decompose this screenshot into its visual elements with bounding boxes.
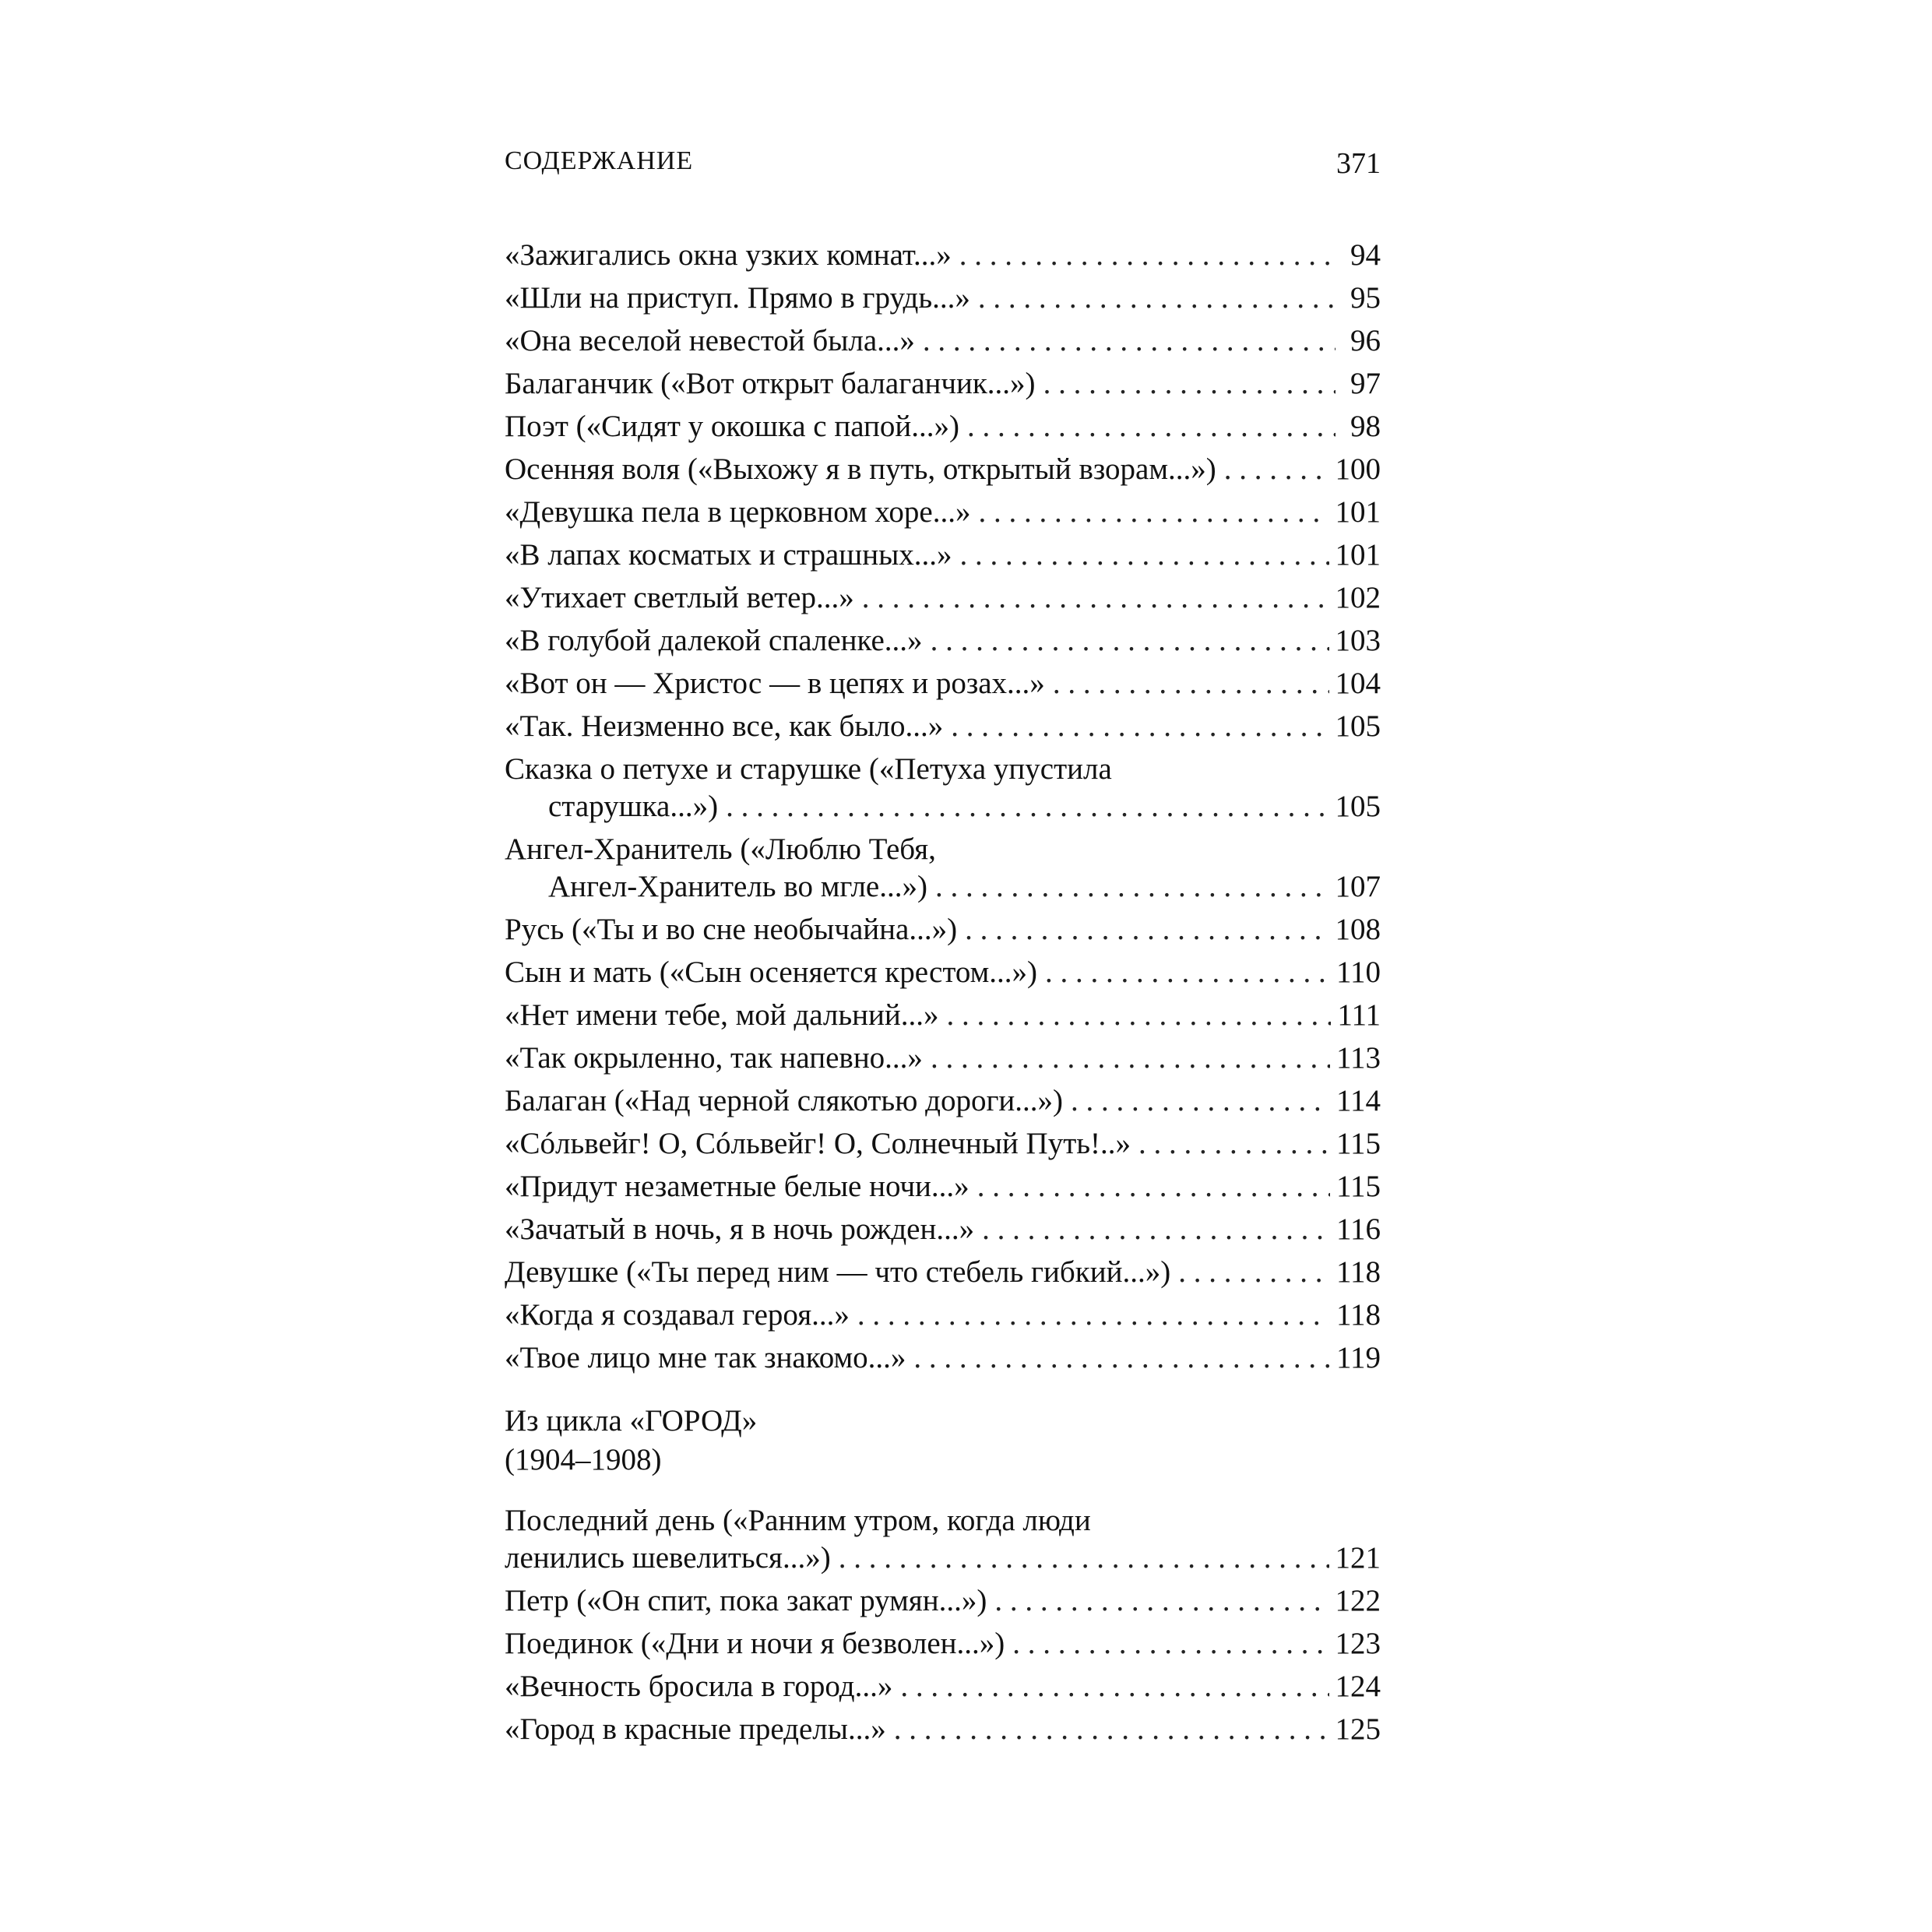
toc-entry-page: 110 (1336, 955, 1381, 989)
dot-leader (967, 405, 1336, 448)
toc-entry-title: Сын и мать («Сын осеняется крестом...») (505, 955, 1038, 989)
toc-entry[interactable] (505, 1251, 1381, 1293)
toc-entry-title: «Она веселой невестой была...» (505, 324, 915, 357)
toc-entry-page: 115 (1336, 1127, 1381, 1160)
toc-entry-title-line2: ленились шевелиться...») (505, 1541, 831, 1575)
toc-entry-page: 95 (1350, 281, 1381, 315)
toc-entry-page: 105 (1335, 709, 1381, 743)
toc-entry-title: Осенняя воля («Выхожу я в путь, открытый взорам...») (505, 452, 1216, 486)
toc-entry[interactable] (505, 705, 1381, 748)
toc-entry-page: 124 (1335, 1670, 1381, 1703)
toc-entry[interactable] (505, 319, 1381, 362)
dot-leader (839, 1536, 1329, 1579)
page-title: СОДЕРЖАНИЕ (505, 146, 694, 175)
toc-entry-page: 121 (1335, 1541, 1381, 1575)
toc-entry-title: «Когда я создавал героя...» (505, 1298, 850, 1332)
toc-entry-title: «В лапах косматых и страшных...» (505, 538, 952, 572)
toc-entry-title-line1: Ангел-Хранитель («Люблю Тебя, (505, 832, 936, 866)
dot-leader (900, 1665, 1328, 1708)
dot-leader (935, 865, 1329, 908)
toc-entry-page: 114 (1336, 1084, 1381, 1117)
toc-entry[interactable] (505, 1336, 1381, 1379)
section-title: Из цикла «ГОРОД» (505, 1404, 758, 1438)
dot-leader (1178, 1251, 1330, 1293)
toc-entry-page: 123 (1335, 1627, 1381, 1660)
dot-leader (1071, 1079, 1330, 1122)
dot-leader (1053, 662, 1329, 705)
toc-entry-page: 113 (1336, 1041, 1381, 1075)
toc-entry[interactable] (505, 994, 1381, 1036)
toc-entry-page: 98 (1350, 410, 1381, 443)
toc-entry[interactable] (505, 1708, 1381, 1751)
toc-entry-title: «Придут незаметные белые ночи...» (505, 1170, 970, 1203)
dot-leader (923, 319, 1336, 362)
dot-leader (894, 1708, 1329, 1751)
toc-entry-posledny[interactable] (505, 1499, 1381, 1579)
dot-leader (951, 705, 1328, 748)
toc-entry[interactable] (505, 1036, 1381, 1079)
toc-entry-title: «Твое лицо мне так знакомо...» (505, 1341, 906, 1374)
dot-leader (994, 1579, 1328, 1622)
dot-leader (978, 491, 1328, 533)
section-heading (505, 1402, 757, 1480)
toc-entry[interactable] (505, 1208, 1381, 1251)
dot-leader (982, 1208, 1330, 1251)
dot-leader (977, 1165, 1330, 1208)
toc-entry[interactable] (505, 1293, 1381, 1336)
toc-entry[interactable] (505, 908, 1381, 951)
toc-entry-page: 101 (1335, 495, 1381, 529)
toc-entry-title: «Шли на приступ. Прямо в грудь...» (505, 281, 970, 315)
dot-leader (857, 1293, 1330, 1336)
running-header (505, 146, 1381, 193)
toc-entry-title: Поэт («Сидят у окошка с папой...») (505, 410, 959, 443)
toc-entry-page: 97 (1350, 367, 1381, 400)
toc-entry-page: 102 (1335, 581, 1381, 614)
toc-entry[interactable] (505, 276, 1381, 319)
dot-leader (726, 785, 1328, 828)
toc-entry-title: «Так окрыленно, так напевно...» (505, 1041, 923, 1075)
toc-entry-title-line2: Ангел-Хранитель во мгле...») (548, 870, 927, 903)
dot-leader (1138, 1122, 1330, 1165)
dot-leader (913, 1336, 1330, 1379)
toc-entry-page: 96 (1350, 324, 1381, 357)
toc-entry[interactable] (505, 1665, 1381, 1708)
toc-entry-page: 107 (1335, 870, 1381, 903)
toc-entry-title: Девушке («Ты перед ним — что стебель гибкий...») (505, 1255, 1171, 1289)
toc-entry-page: 125 (1335, 1712, 1381, 1746)
dot-leader (1224, 448, 1329, 491)
toc-entry-title-line1: Сказка о петухе и старушке («Петуха упустила (505, 752, 1112, 786)
toc-entry[interactable] (505, 1165, 1381, 1208)
toc-list-1 (505, 234, 1381, 1379)
toc-entry[interactable] (505, 491, 1381, 533)
toc-entry-title: «Зачатый в ночь, я в ночь рожден...» (505, 1212, 975, 1246)
toc-entry-page: 118 (1336, 1255, 1381, 1289)
toc-entry-title: «Девушка пела в церковном хоре...» (505, 495, 971, 529)
dot-leader (947, 994, 1332, 1036)
toc-list-2 (505, 1499, 1381, 1751)
toc-entry-title: «Вот он — Христос — в цепях и розах...» (505, 667, 1045, 700)
toc-entry[interactable] (505, 1079, 1381, 1122)
toc-entry-page: 104 (1335, 667, 1381, 700)
toc-entry[interactable] (505, 576, 1381, 619)
toc-entry-title: Русь («Ты и во сне необычайна...») (505, 913, 958, 946)
toc-entry[interactable] (505, 662, 1381, 705)
toc-entry-title: «В голубой далекой спаленке...» (505, 624, 923, 657)
dot-leader (862, 576, 1329, 619)
toc-entry-page: 122 (1335, 1584, 1381, 1617)
dot-leader (959, 234, 1336, 276)
dot-leader (931, 1036, 1330, 1079)
dot-leader (960, 533, 1329, 576)
dot-leader (1012, 1622, 1328, 1665)
toc-entry-title: «Город в красные пределы...» (505, 1712, 886, 1746)
toc-entry[interactable] (505, 1122, 1381, 1165)
toc-entry-title: Поединок («Дни и ночи я безволен...») (505, 1627, 1005, 1660)
toc-entry[interactable] (505, 533, 1381, 576)
toc-entry-title: «Вечность бросила в город...» (505, 1670, 893, 1703)
toc-entry-page: 103 (1335, 624, 1381, 657)
toc-entry-angel[interactable] (505, 828, 1381, 908)
toc-entry-page: 108 (1335, 913, 1381, 946)
toc-entry-page: 111 (1337, 998, 1381, 1032)
toc-entry-title: «Так. Неизменно все, как было...» (505, 709, 944, 743)
toc-entry[interactable] (505, 405, 1381, 448)
toc-entry[interactable] (505, 951, 1381, 994)
page-number: 371 (1336, 147, 1381, 180)
toc-entry[interactable] (505, 1622, 1381, 1665)
toc-entry-page: 118 (1336, 1298, 1381, 1332)
toc-entry-page: 101 (1335, 538, 1381, 572)
dot-leader (965, 908, 1328, 951)
toc-entry[interactable] (505, 234, 1381, 276)
toc-entry-title-line2: старушка...») (548, 790, 719, 823)
dot-leader (1045, 951, 1330, 994)
toc-entry[interactable] (505, 619, 1381, 662)
toc-entry-page: 105 (1335, 790, 1381, 823)
section-years: (1904–1908) (505, 1443, 662, 1476)
toc-entry-skazka[interactable] (505, 748, 1381, 828)
dot-leader (1043, 362, 1336, 405)
toc-entry-title: Балаганчик («Вот открыт балаганчик...») (505, 367, 1036, 400)
toc-entry[interactable] (505, 1579, 1381, 1622)
toc-entry[interactable] (505, 448, 1381, 491)
dot-leader (978, 276, 1336, 319)
toc-entry[interactable] (505, 362, 1381, 405)
toc-entry-page: 94 (1350, 238, 1381, 272)
toc-entry-title: Петр («Он спит, пока закат румян...») (505, 1584, 987, 1617)
toc-entry-page: 119 (1336, 1341, 1381, 1374)
toc-entry-page: 100 (1335, 452, 1381, 486)
toc-entry-page: 115 (1336, 1170, 1381, 1203)
dot-leader (931, 619, 1329, 662)
toc-entry-title: «Утихает светлый ветер...» (505, 581, 854, 614)
toc-entry-title: «Сóльвейг! О, Сóльвейг! О, Солнечный Путь!..» (505, 1127, 1131, 1160)
toc-entry-title: «Нет имени тебе, мой дальний...» (505, 998, 939, 1032)
toc-entry-title-line1: Последний день («Ранним утром, когда люди (505, 1504, 1091, 1537)
toc-entry-page: 116 (1336, 1212, 1381, 1246)
toc-entry-title: Балаган («Над черной слякотью дороги...») (505, 1084, 1064, 1117)
toc-entry-title: «Зажигались окна узких комнат...» (505, 238, 952, 272)
